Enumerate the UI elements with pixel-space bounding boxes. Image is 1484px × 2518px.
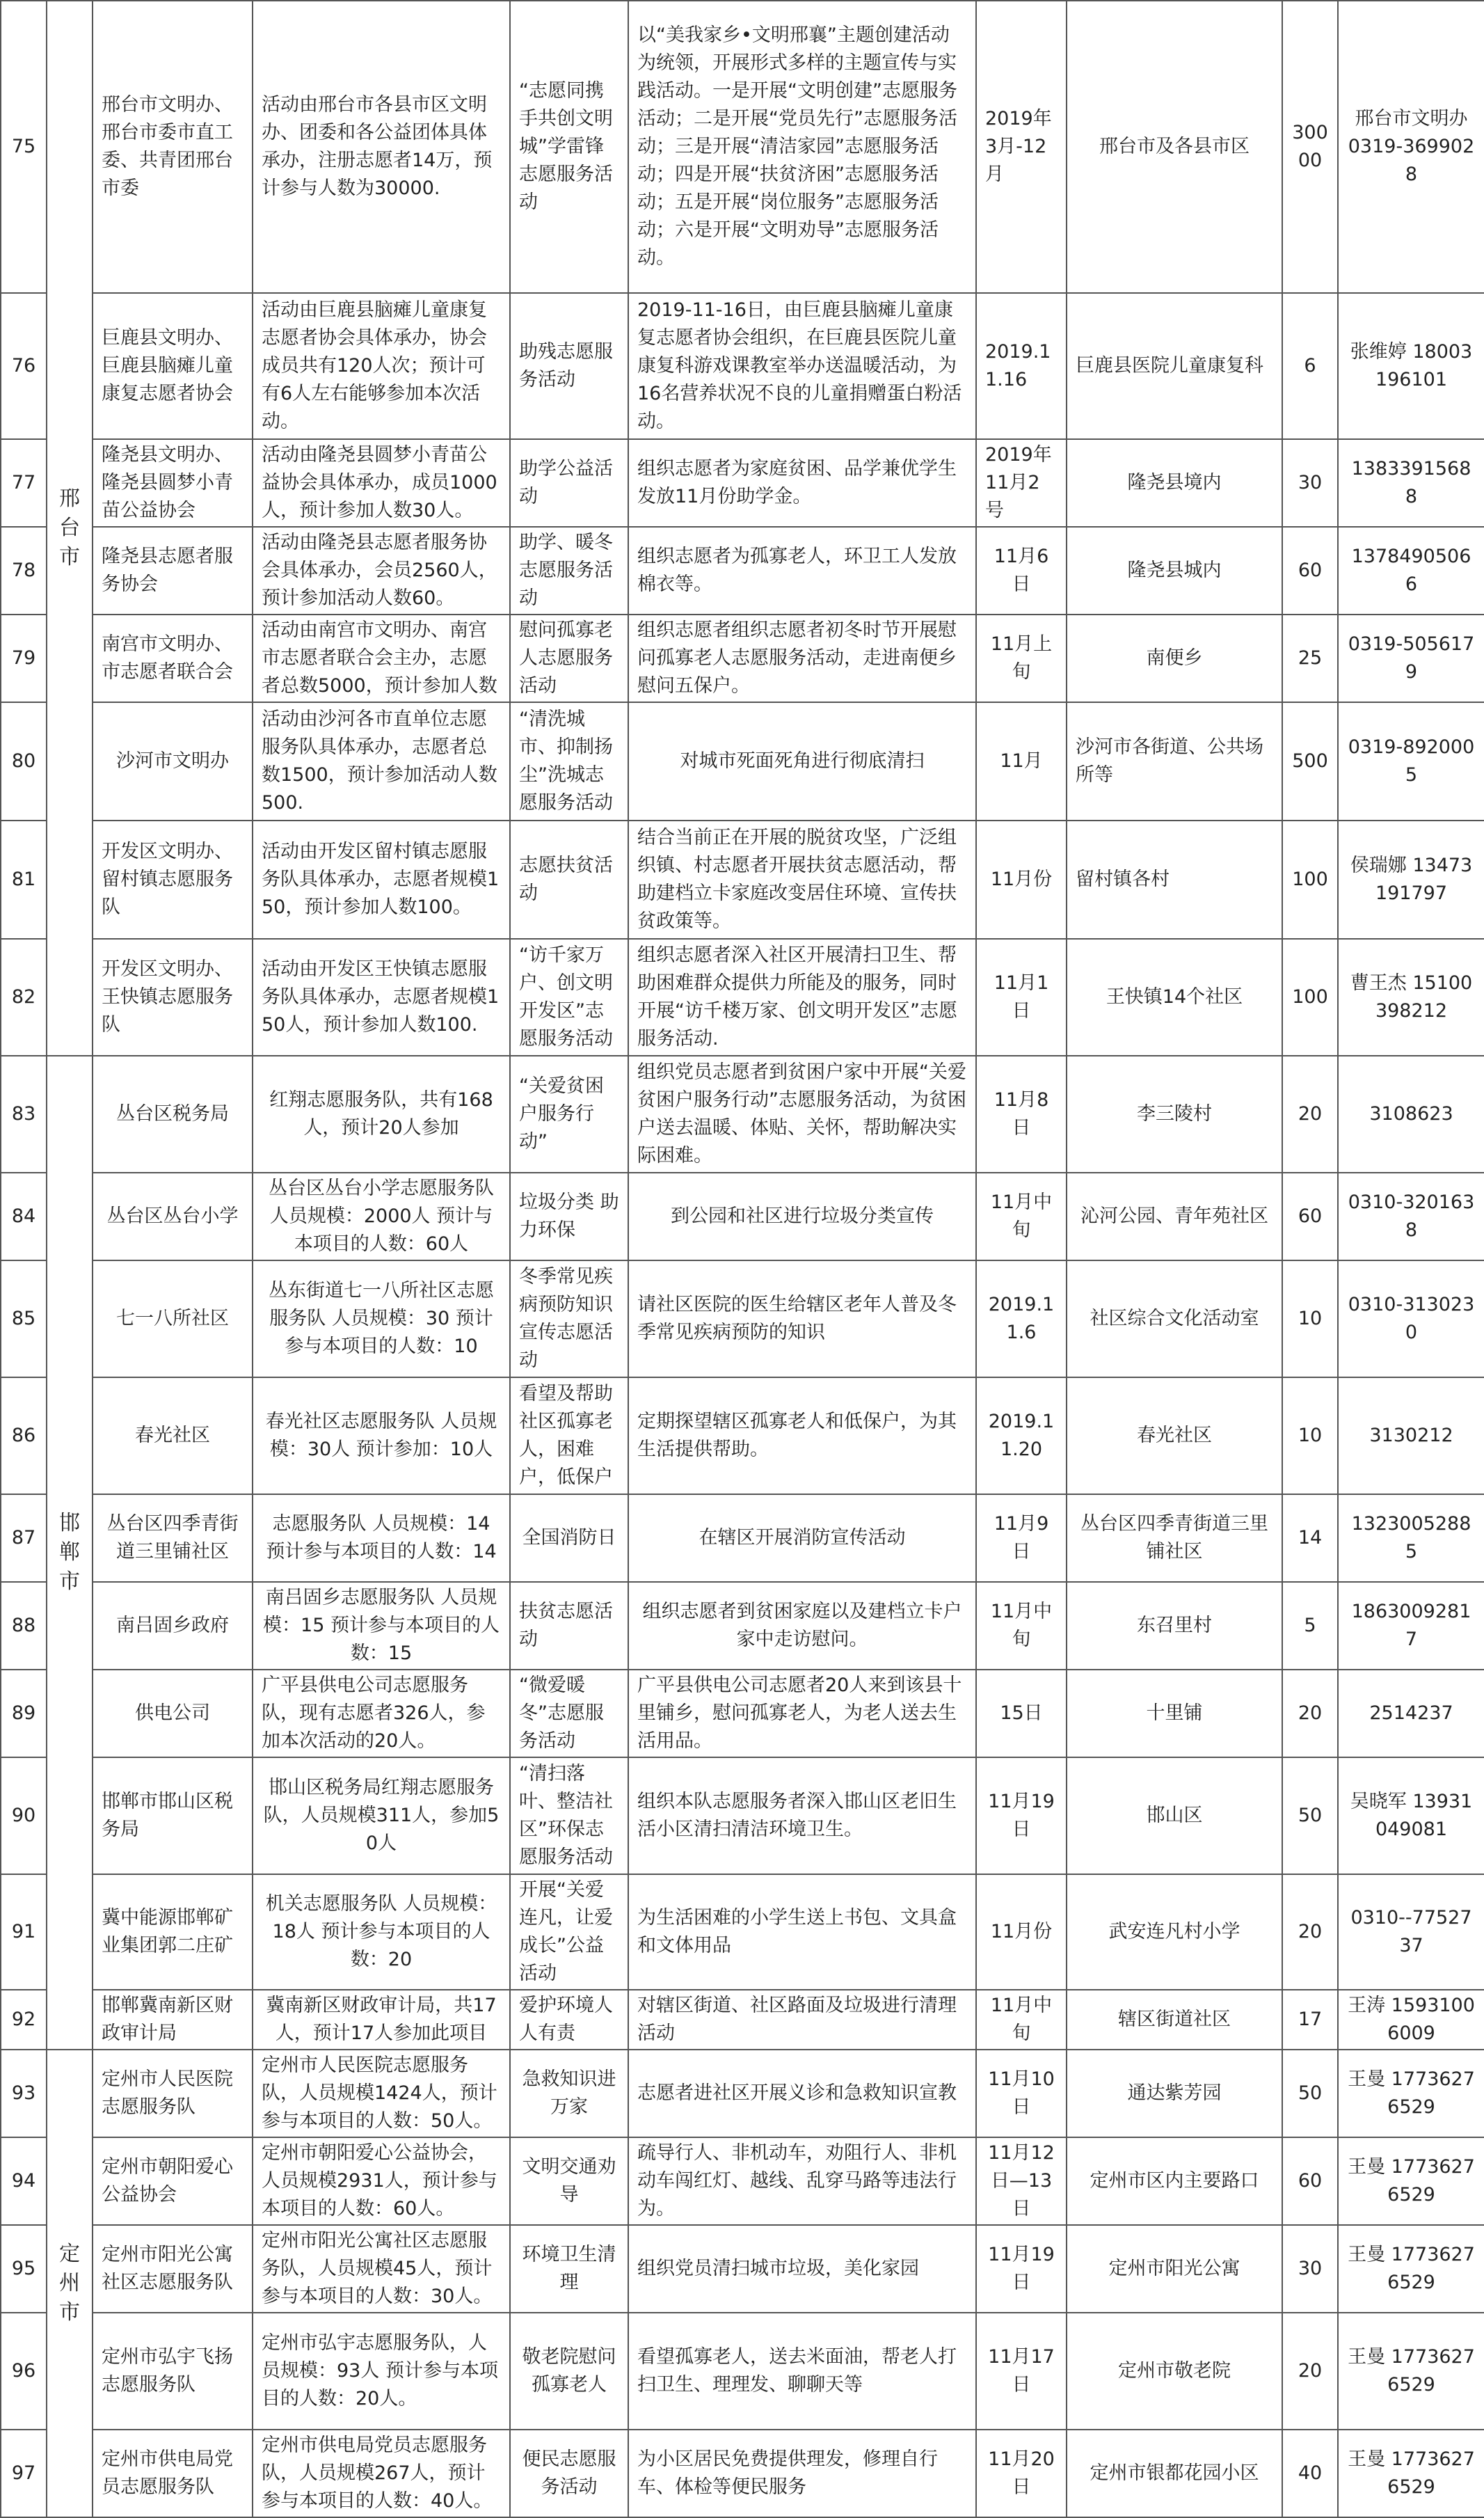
participant-count: 20: [1282, 2313, 1338, 2430]
activity-name: 垃圾分类 助力环保: [510, 1173, 628, 1260]
activity-place: 定州市敬老院: [1067, 2313, 1282, 2430]
contact: 王曼 17736276529: [1338, 2313, 1484, 2430]
activity-place: 沙河市各街道、公共场所等: [1067, 702, 1282, 821]
organizer: 春光社区: [93, 1377, 253, 1494]
contact: 13784905066: [1338, 527, 1484, 615]
activity-content: 对城市死面死角进行彻底清扫: [628, 702, 976, 821]
row-number: 88: [1, 1582, 47, 1670]
activity-time: 11月19日: [976, 2225, 1067, 2313]
contact: 王涛 15931006009: [1338, 1990, 1484, 2050]
activity-name: 看望及帮助社区孤寡老人，困难户，低保户: [510, 1377, 628, 1494]
organizer: 隆尧县志愿者服务协会: [93, 527, 253, 615]
activity-time: 11月8日: [976, 1056, 1067, 1173]
activity-name: “微爱暖冬”志愿服务活动: [510, 1670, 628, 1757]
contact: 0310-3130230: [1338, 1260, 1484, 1377]
participant-count: 20: [1282, 1670, 1338, 1757]
activity-content: 到公园和社区进行垃圾分类宣传: [628, 1173, 976, 1260]
table-row: [1, 2430, 1484, 2517]
team-info: 南吕固乡志愿服务队 人员规模：15 预计参与本项目的人数：15: [253, 1582, 510, 1670]
contact: 曹王杰 15100398212: [1338, 939, 1484, 1056]
table-row: [1, 1056, 1484, 1173]
row-number: 90: [1, 1757, 47, 1874]
organizer: 沙河市文明办: [93, 702, 253, 821]
activity-place: 邢台市及各县市区: [1067, 1, 1282, 293]
participant-count: 6: [1282, 293, 1338, 439]
table-row: [1, 1377, 1484, 1494]
row-number: 84: [1, 1173, 47, 1260]
team-info: 活动由巨鹿县脑瘫儿童康复志愿者协会具体承办，协会成员共有120人次；预计可有6人左右能够参加本次活动。: [253, 293, 510, 439]
row-number: 97: [1, 2430, 47, 2517]
organizer: 邯郸市邯山区税务局: [93, 1757, 253, 1874]
participant-count: 500: [1282, 702, 1338, 821]
activity-content: 广平县供电公司志愿者20人来到该县十里铺乡，慰问孤寡老人，为老人送去生活用品。: [628, 1670, 976, 1757]
team-info: 机关志愿服务队 人员规模：18人 预计参与本项目的人数：20: [253, 1874, 510, 1990]
activity-content: 定期探望辖区孤寡老人和低保户，为其生活提供帮助。: [628, 1377, 976, 1494]
participant-count: 10: [1282, 1377, 1338, 1494]
organizer: 定州市弘宇飞扬志愿服务队: [93, 2313, 253, 2430]
activity-content: 看望孤寡老人，送去米面油，帮老人打扫卫生、理理发、聊聊天等: [628, 2313, 976, 2430]
participant-count: 100: [1282, 939, 1338, 1056]
activity-content: 志愿者进社区开展义诊和急救知识宣教: [628, 2050, 976, 2137]
activity-time: 11月12日—13日: [976, 2137, 1067, 2225]
team-info: 定州市供电局党员志愿服务队，人员规模267人，预计参与本项目的人数：40人。: [253, 2430, 510, 2517]
region-label: 邢台市: [59, 486, 80, 569]
participant-count: 50: [1282, 1757, 1338, 1874]
team-info: 春光社区志愿服务队 人员规模：30人 预计参加：10人: [253, 1377, 510, 1494]
activity-place: 十里铺: [1067, 1670, 1282, 1757]
activity-name: “访千家万户、创文明开发区”志愿服务活动: [510, 939, 628, 1056]
activity-place: 隆尧县城内: [1067, 527, 1282, 615]
team-info: 活动由邢台市各县市区文明办、团委和各公益团体具体承办，注册志愿者14万，预计参与人数为30000.: [253, 1, 510, 293]
table-row: [1, 2137, 1484, 2225]
contact: 13230052885: [1338, 1494, 1484, 1582]
activity-place: 社区综合文化活动室: [1067, 1260, 1282, 1377]
activity-time: 11月中旬: [976, 1173, 1067, 1260]
activity-time: 11月份: [976, 821, 1067, 939]
team-info: 定州市朝阳爱心公益协会，人员规模2931人，预计参与本项目的人数：60人。: [253, 2137, 510, 2225]
table-row: [1, 439, 1484, 527]
table-row: [1, 2050, 1484, 2137]
participant-count: 30: [1282, 2225, 1338, 2313]
participant-count: 30000: [1282, 1, 1338, 293]
table-row: [1, 2313, 1484, 2430]
organizer: 供电公司: [93, 1670, 253, 1757]
table-row: [1, 1260, 1484, 1377]
activity-content: 请社区医院的医生给辖区老年人普及冬季常见疾病预防的知识: [628, 1260, 976, 1377]
activity-time: 11月中旬: [976, 1582, 1067, 1670]
activity-content: 以“美我家乡•文明邢襄”主题创建活动为统领，开展形式多样的主题宣传与实践活动。一是开展“文明创建”志愿服务活动；二是开展“党员先行”志愿服务活动；三是开展“清洁家园”志愿服务活动；四是开展“扶贫济困”志愿服务活动；五是开展“岗位服务”志愿服务活动；六是开展“文明劝导”志愿服务活动。: [628, 1, 976, 293]
contact: 0310--7752737: [1338, 1874, 1484, 1990]
organizer: 邯郸冀南新区财政审计局: [93, 1990, 253, 2050]
row-number: 80: [1, 702, 47, 821]
activity-time: 11月中旬: [976, 1990, 1067, 2050]
activity-time: 11月6日: [976, 527, 1067, 615]
activity-place: 丛台区四季青街道三里铺社区: [1067, 1494, 1282, 1582]
participant-count: 17: [1282, 1990, 1338, 2050]
row-number: 76: [1, 293, 47, 439]
row-number: 75: [1, 1, 47, 293]
row-number: 89: [1, 1670, 47, 1757]
table-row: [1, 1757, 1484, 1874]
activity-content: 组织志愿者深入社区开展清扫卫生、帮助困难群众提供力所能及的服务，同时开展“访千楼万家、创文明开发区”志愿服务活动.: [628, 939, 976, 1056]
region-cell-handan: [47, 1056, 93, 2050]
table-row: [1, 702, 1484, 821]
activity-name: “清扫落叶、整洁社区”环保志愿服务活动: [510, 1757, 628, 1874]
activity-name: 冬季常见疾病预防知识宣传志愿活动: [510, 1260, 628, 1377]
team-info: 活动由隆尧县圆梦小青苗公益协会具体承办，成员1000人，预计参加人数30人。: [253, 439, 510, 527]
organizer: 巨鹿县文明办、巨鹿县脑瘫儿童康复志愿者协会: [93, 293, 253, 439]
activity-place: 隆尧县境内: [1067, 439, 1282, 527]
participant-count: 100: [1282, 821, 1338, 939]
participant-count: 40: [1282, 2430, 1338, 2517]
activity-name: “志愿同携手共创文明城”学雷锋志愿服务活动: [510, 1, 628, 293]
activity-place: 留村镇各村: [1067, 821, 1282, 939]
contact: 3130212: [1338, 1377, 1484, 1494]
contact: 王曼 17736276529: [1338, 2050, 1484, 2137]
table-row: [1, 1990, 1484, 2050]
table-row: [1, 1582, 1484, 1670]
participant-count: 5: [1282, 1582, 1338, 1670]
activity-content: 疏导行人、非机动车，劝阻行人、非机动车闯红灯、越线、乱穿马路等违法行为。: [628, 2137, 976, 2225]
participant-count: 50: [1282, 2050, 1338, 2137]
row-number: 92: [1, 1990, 47, 2050]
activity-place: 定州市区内主要路口: [1067, 2137, 1282, 2225]
activity-name: 敬老院慰问孤寡老人: [510, 2313, 628, 2430]
participant-count: 60: [1282, 527, 1338, 615]
activity-name: 扶贫志愿活动: [510, 1582, 628, 1670]
activity-place: 巨鹿县医院儿童康复科: [1067, 293, 1282, 439]
row-number: 85: [1, 1260, 47, 1377]
activity-content: 组织志愿者组织志愿者初冬时节开展慰问孤寡老人志愿服务活动，走进南便乡慰问五保户。: [628, 615, 976, 702]
activity-place: 武安连凡村小学: [1067, 1874, 1282, 1990]
participant-count: 20: [1282, 1874, 1338, 1990]
row-number: 78: [1, 527, 47, 615]
row-number: 86: [1, 1377, 47, 1494]
team-info: 邯山区税务局红翔志愿服务队，人员规模311人，参加50人: [253, 1757, 510, 1874]
activity-content: 为生活困难的小学生送上书包、文具盒和文体用品: [628, 1874, 976, 1990]
organizer: 邢台市文明办、邢台市委市直工委、共青团邢台市委: [93, 1, 253, 293]
activity-time: 11月9日: [976, 1494, 1067, 1582]
activity-content: 组织党员清扫城市垃圾，美化家园: [628, 2225, 976, 2313]
activity-content: 组织志愿者为家庭贫困、品学兼优学生发放11月份助学金。: [628, 439, 976, 527]
contact: 张维婷 18003196101: [1338, 293, 1484, 439]
organizer: 冀中能源邯郸矿业集团郭二庄矿: [93, 1874, 253, 1990]
table-row: [1, 1494, 1484, 1582]
participant-count: 20: [1282, 1056, 1338, 1173]
row-number: 95: [1, 2225, 47, 2313]
activity-name: 便民志愿服务活动: [510, 2430, 628, 2517]
organizer: 丛台区税务局: [93, 1056, 253, 1173]
row-number: 83: [1, 1056, 47, 1173]
organizer: 南吕固乡政府: [93, 1582, 253, 1670]
organizer: 丛台区丛台小学: [93, 1173, 253, 1260]
activity-content: 组织党员志愿者到贫困户家中开展“关爱贫困户服务行动”志愿服务活动，为贫困户送去温暖、体贴、关怀，帮助解决实际困难。: [628, 1056, 976, 1173]
activity-name: 助学公益活动: [510, 439, 628, 527]
activity-time: 2019.11.6: [976, 1260, 1067, 1377]
team-info: 红翔志愿服务队，共有168人，预计20人参加: [253, 1056, 510, 1173]
contact: 侯瑞娜 13473191797: [1338, 821, 1484, 939]
team-info: 志愿服务队 人员规模：14 预计参与本项目的人数：14: [253, 1494, 510, 1582]
activity-place: 通达紫芳园: [1067, 2050, 1282, 2137]
table-row: [1, 615, 1484, 702]
activity-place: 东召里村: [1067, 1582, 1282, 1670]
activity-place: 南便乡: [1067, 615, 1282, 702]
activity-name: “清洗城市、抑制扬尘”洗城志愿服务活动: [510, 702, 628, 821]
organizer: 七一八所社区: [93, 1260, 253, 1377]
activity-name: 志愿扶贫活动: [510, 821, 628, 939]
activity-place: 定州市银都花园小区: [1067, 2430, 1282, 2517]
activity-place: 辖区街道社区: [1067, 1990, 1282, 2050]
contact: 王曼 17736276529: [1338, 2430, 1484, 2517]
contact: 王曼 17736276529: [1338, 2137, 1484, 2225]
region-label: 邯郸市: [59, 1511, 80, 1594]
table-row: [1, 821, 1484, 939]
team-info: 冀南新区财政审计局，共17人，预计17人参加此项目: [253, 1990, 510, 2050]
activity-time: 11月19日: [976, 1757, 1067, 1874]
table-row: [1, 1670, 1484, 1757]
table-row: [1, 1874, 1484, 1990]
activity-content: 组织本队志愿服务者深入邯山区老旧生活小区清扫清洁环境卫生。: [628, 1757, 976, 1874]
activity-time: 11月10日: [976, 2050, 1067, 2137]
activity-time: 11月20日: [976, 2430, 1067, 2517]
team-info: 活动由开发区王快镇志愿服务队具体承办，志愿者规模150人，预计参加人数100.: [253, 939, 510, 1056]
row-number: 94: [1, 2137, 47, 2225]
table-row: [1, 527, 1484, 615]
team-info: 活动由隆尧县志愿者服务协会具体承办，会员2560人，预计参加活动人数60。: [253, 527, 510, 615]
team-info: 定州市阳光公寓社区志愿服务队，人员规模45人，预计参与本项目的人数：30人。: [253, 2225, 510, 2313]
table-body: [1, 1, 1484, 2517]
activity-name: “关爱贫困户服务行动”: [510, 1056, 628, 1173]
organizer: 定州市朝阳爱心公益协会: [93, 2137, 253, 2225]
row-number: 96: [1, 2313, 47, 2430]
team-info: 活动由南宫市文明办、南宫市志愿者联合会主办，志愿者总数5000，预计参加人数: [253, 615, 510, 702]
organizer: 定州市供电局党员志愿服务队: [93, 2430, 253, 2517]
contact: 18630092817: [1338, 1582, 1484, 1670]
activity-content: 组织志愿者为孤寡老人，环卫工人发放棉衣等。: [628, 527, 976, 615]
activity-time: 2019年11月2号: [976, 439, 1067, 527]
activity-name: 爱护环境人人有责: [510, 1990, 628, 2050]
region-cell-dingzhou: [47, 2050, 93, 2517]
activity-time: 11月份: [976, 1874, 1067, 1990]
activity-content: 组织志愿者到贫困家庭以及建档立卡户家中走访慰问。: [628, 1582, 976, 1670]
organizer: 定州市阳光公寓社区志愿服务队: [93, 2225, 253, 2313]
region-cell-xingtai: [47, 1, 93, 1056]
participant-count: 60: [1282, 2137, 1338, 2225]
table-row: [1, 2225, 1484, 2313]
activity-content: 结合当前正在开展的脱贫攻坚，广泛组织镇、村志愿者开展扶贫志愿活动，帮助建档立卡家庭改变居住环境、宣传扶贫政策等。: [628, 821, 976, 939]
team-info: 定州市人民医院志愿服务队，人员规模1424人，预计参与本项目的人数：50人。: [253, 2050, 510, 2137]
organizer: 隆尧县文明办、隆尧县圆梦小青苗公益协会: [93, 439, 253, 527]
activity-place: 王快镇14个社区: [1067, 939, 1282, 1056]
contact: 2514237: [1338, 1670, 1484, 1757]
activity-content: 在辖区开展消防宣传活动: [628, 1494, 976, 1582]
contact: 邢台市文明办 0319-3699028: [1338, 1, 1484, 293]
row-number: 81: [1, 821, 47, 939]
contact: 吴晓军 13931049081: [1338, 1757, 1484, 1874]
activity-name: 开展“关爱连凡，让爱成长”公益活动: [510, 1874, 628, 1990]
activity-time: 2019.11.20: [976, 1377, 1067, 1494]
activity-time: 15日: [976, 1670, 1067, 1757]
activity-time: 11月1日: [976, 939, 1067, 1056]
organizer: 定州市人民医院志愿服务队: [93, 2050, 253, 2137]
region-label: 定州市: [59, 2242, 80, 2325]
table-row: [1, 1, 1484, 293]
team-info: 丛东街道七一八所社区志愿服务队 人员规模：30 预计参与本项目的人数：10: [253, 1260, 510, 1377]
organizer: 南宫市文明办、市志愿者联合会: [93, 615, 253, 702]
activity-name: 全国消防日: [510, 1494, 628, 1582]
activity-name: 助学、暖冬志愿服务活动: [510, 527, 628, 615]
contact: 王曼 17736276529: [1338, 2225, 1484, 2313]
activity-time: 11月: [976, 702, 1067, 821]
participant-count: 30: [1282, 439, 1338, 527]
activity-name: 慰问孤寡老人志愿服务活动: [510, 615, 628, 702]
row-number: 91: [1, 1874, 47, 1990]
team-info: 活动由开发区留村镇志愿服务队具体承办，志愿者规模150，预计参加人数100。: [253, 821, 510, 939]
team-info: 定州市弘宇志愿服务队，人员规模：93人 预计参与本项目的人数：20人。: [253, 2313, 510, 2430]
participant-count: 25: [1282, 615, 1338, 702]
activity-name: 急救知识进万家: [510, 2050, 628, 2137]
activity-place: 春光社区: [1067, 1377, 1282, 1494]
contact: 0319-8920005: [1338, 702, 1484, 821]
participant-count: 60: [1282, 1173, 1338, 1260]
activity-place: 李三陵村: [1067, 1056, 1282, 1173]
activity-time: 11月上旬: [976, 615, 1067, 702]
activity-time: 2019.11.16: [976, 293, 1067, 439]
table-row: [1, 1173, 1484, 1260]
participant-count: 14: [1282, 1494, 1338, 1582]
row-number: 82: [1, 939, 47, 1056]
row-number: 79: [1, 615, 47, 702]
activity-name: 文明交通劝导: [510, 2137, 628, 2225]
organizer: 开发区文明办、留村镇志愿服务队: [93, 821, 253, 939]
activity-content: 2019-11-16日，由巨鹿县脑瘫儿童康复志愿者协会组织，在巨鹿县医院儿童康复科游戏课教室举办送温暖活动，为16名营养状况不良的儿童捐赠蛋白粉活动。: [628, 293, 976, 439]
contact: 0319-5056179: [1338, 615, 1484, 702]
contact: 3108623: [1338, 1056, 1484, 1173]
row-number: 77: [1, 439, 47, 527]
organizer: 丛台区四季青街道三里铺社区: [93, 1494, 253, 1582]
activity-place: 定州市阳光公寓: [1067, 2225, 1282, 2313]
contact: 0310-3201638: [1338, 1173, 1484, 1260]
activity-place: 邯山区: [1067, 1757, 1282, 1874]
organizer: 开发区文明办、王快镇志愿服务队: [93, 939, 253, 1056]
team-info: 丛台区丛台小学志愿服务队 人员规模：2000人 预计与本项目的人数：60人: [253, 1173, 510, 1260]
participant-count: 10: [1282, 1260, 1338, 1377]
row-number: 93: [1, 2050, 47, 2137]
contact: 13833915688: [1338, 439, 1484, 527]
activity-name: 环境卫生清理: [510, 2225, 628, 2313]
activity-place: 沁河公园、青年苑社区: [1067, 1173, 1282, 1260]
activity-content: 对辖区街道、社区路面及垃圾进行清理活动: [628, 1990, 976, 2050]
activity-time: 2019年3月-12月: [976, 1, 1067, 293]
table-row: [1, 939, 1484, 1056]
team-info: 活动由沙河各市直单位志愿服务队具体承办，志愿者总数1500，预计参加活动人数500.: [253, 702, 510, 821]
activity-content: 为小区居民免费提供理发，修理自行车、体检等便民服务: [628, 2430, 976, 2517]
row-number: 87: [1, 1494, 47, 1582]
activity-name: 助残志愿服务活动: [510, 293, 628, 439]
activity-time: 11月17日: [976, 2313, 1067, 2430]
table-row: [1, 293, 1484, 439]
team-info: 广平县供电公司志愿服务队，现有志愿者326人，参加本次活动的20人。: [253, 1670, 510, 1757]
